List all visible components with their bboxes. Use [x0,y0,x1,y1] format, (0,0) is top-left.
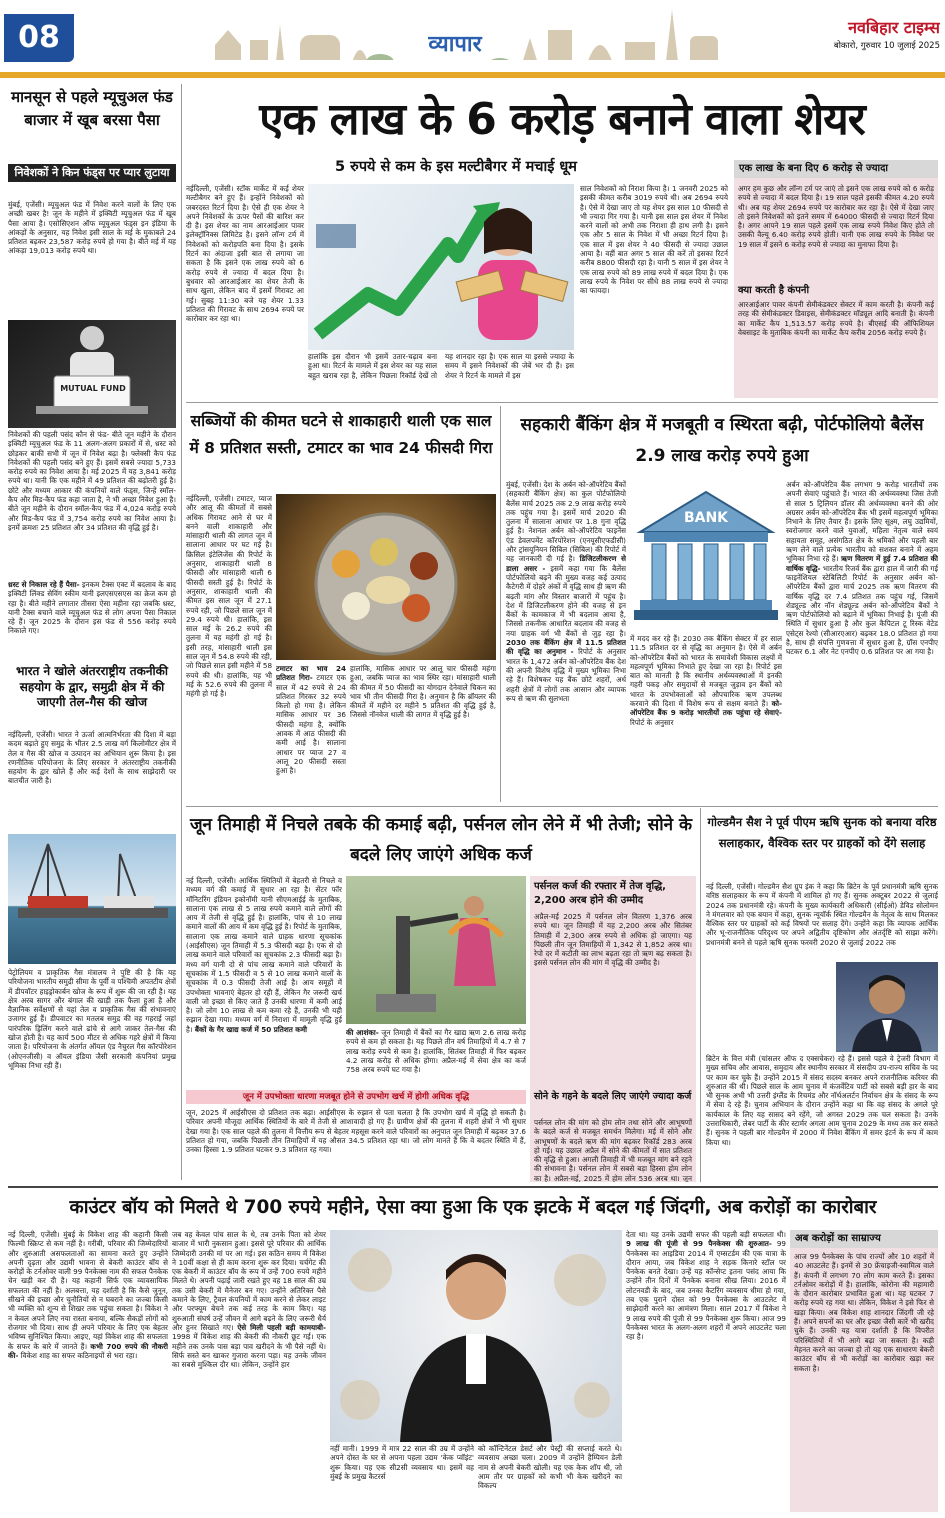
personal-loan-column-2: जून तिमाही में बैंकों का गैर खाद्य ऋण 2.6 लाख करोड़ रुपये से कम हो सकता है। यह पिछले तीन वर्ष तिमाहियों में 4.7 से 7 लाख करोड़ रुपये से कम है। हालांकि, सितंबर तिमाही में फिर बढ़कर 4.2 लाख करोड़ से अधिक होगा। अप्रैल-मई में सेवा क्षेत्र का कर्ज 758 अरब रुपये घट गया है। [346,1028,526,1075]
column-rule [500,406,501,802]
multibagger-sidebox-subhead: क्या करती है कंपनी [738,285,810,296]
bank-column-1c: रिपोर्ट के अनुसार भारत के 1,472 अर्बन को-ऑपरेटिव बैंक देश की अपनी विशेष वृद्धि में मुख्य भूमिका निभा रहे हैं। विशेषकर यह बैंक छोटे शहरों, अर्ध शहरी क्षेत्रों में लोगों तक आसान और व्यापक रूप से ऋण की सुलभता [506,647,626,703]
personal-loan-column-1-lead: बैंकों के गैर खाद्य कर्ज में 50 प्रतिशत कमी [194,1024,307,1034]
multibagger-sidebox-body: अगर हम कुछ और लॉन्ग टर्म पर जाएं तो इसने एक लाख रुपये को 6 करोड़ रुपये से ज्यादा में बदल दिया है। 19 साल पहले इसकी कीमत 4.20 रुपये थी। अब यह शेयर 2694 रुपये पर कारोबार कर रहा है। ऐसे में देखा जाए तो इसने निवेशकों को इतने समय में 64000 फीसदी से ज्यादा रिटर्न दिया है। अगर आपने 19 साल पहले इसमें एक लाख रुपये निवेश किए होते तो उसकी वैल्यू 6.40 करोड़ रुपये होती। यानी एक लाख रुपये के निवेश पर 19 साल में इसने 6 करोड़ रुपये से ज्यादा का मुनाफा दिया है। [738,184,934,249]
multibagger-sidebox-body-2: आरआईआर पावर कंपनी सेमीकंडक्टर सेक्टर में काम करती है। कंपनी कई तरह की सेमीकंडक्टर डिवाइस, सेमीकंडक्टर मॉड्यूल आदि बनाती है। कंपनी का मार्केट कैप 1,513.57 करोड़ रुपये है। बीएसई की ऑफिशियल वेबसाइट के मुताबिक कंपनी का मार्केट कैप करीब 2056 करोड़ रुपये है। [738,300,934,337]
bank-column-2-subhead: को-ऑपरेटिव बैंक 9 करोड़ भारतीयों तक पहुंचा रहे सेवाएं- [630,699,782,718]
column-rule [700,808,701,1182]
personal-loan-box-head: पर्सनल कर्ज की रफ्तार में तेज वृद्धि, 2,200 अरब होने की उम्मीद [534,881,666,906]
mutual-fund-body-1: मुंबई, एजेंसी। म्यूचुअल फंड में निवेश करने वालों के लिए एक अच्छी खबर है! जून के महीने में इक्विटी म्यूचुअल फंड में खूब पैसा आया है। एसोसिएशन ऑफ म्यूचुअल फंड्स इन इंडिया के आंकड़ों के अनुसार, यह निवेश इसी साल के मई के मुकाबले 24 प्रतिशत बढ़कर 23,587 करोड़ रुपये हो गया है। बीते मई में यह आंकड़ा 19,013 करोड़ रुपये था। [8,200,176,256]
mutual-fund-body-2: निवेशकों की पहली पसंद कौन से फंड- बीते जून महीने के दौरान इक्विटी म्यूचुअल फंड के 11 अलग-अलग प्रकारों में से, थ्रस्ट को छोड़कर बाकी सभी में जून में निवेश बढ़ा है। फ्लेक्सी कैप फंड निवेशकों की पहली पसंद बने हुए हैं। इसमें सबसे ज्यादा 5,733 करोड़ रुपये का निवेश आया है। मई 2025 में यह 3,841 करोड़ रुपये था। यानी कि एक महीने में 49 प्रतिशत की बढ़ोतरी हुई है। छोटे और मध्यम आकार की कंपनियों वाले फंड्स, जिन्हें स्मॉल-कैप और मिड-कैप फंड कहा जाता है, ने भी अच्छा निवेश हुआ है। बीते जून महीने के दौरान स्मॉल-कैप फंड में 4,024 करोड़ रुपये और मिड-कैप फंड में 3,754 करोड़ रुपये का निवेश आया है। इनमें क्रमशः 25 प्रतिशत और 34 प्रतिशत की वृद्धि हुई है। [8,430,176,532]
bank-image [630,480,782,630]
veg-thali-column-2: टमाटर एक साल में 42 रुपये से 24 प्रतिशत गिरकर 32 रुपये किलो हो गया है। लेकिन मासिक आधार पर 36 फीसदी महंगा है, क्योंकि आवक में आठ फीसदी की कमी आई है। सालाना आधार पर प्याज 27 व आलू 20 फीसदी सस्ता हुआ है। [276,673,346,776]
veg-thali-column-2-lead: टमाटर का भाव 24 प्रतिशत गिरा- [276,664,346,683]
consumer-sentiment-banner: जून में उपभोक्ता धारणा मजबूत होने से उपभोग खर्च में होगी अधिक वृद्धि [186,1090,526,1104]
woman-with-cash-and-rising-arrow-illustration [308,184,574,350]
mutual-fund-subhead: निवेशकों ने किन फंड्स पर प्यार लुटाया [8,164,176,182]
counter-boy-column-5-subhead: 9 लाख की पूंजी से 99 पैनकेक्स की शुरुआत- [626,1239,772,1249]
counter-boy-column-2: जब वह केवल पांच साल के थे, तब उनके पिता को शेयर बाजार में भारी नुकसान हुआ। इससे पूरे परिवार की आर्थिक जिम्मेदारी उनकी मां पर आ गई। इस कठिन समय में विकेश ने 10वीं कक्षा से ही काम करना शुरू कर दिया। चर्चगेट की एक बेकरी में काउंटर बॉय के रूप में उन्हें 700 रुपये महीने मिलते थे। अपनी पढ़ाई जारी रखते हुए वह 18 साल की उम्र तक उसी बेकरी में मैनेजर बन गए। उन्होंने अतिरिक्त पैसे कमाने के लिए, ट्रैवल कंपनियों में काम करने से लेकर लाइट और परफ्यूम बेचने तक कई तरह के काम किए। यह शुरुआती संघर्ष उन्हें जीवन में आगे बढ़ने के लिए जरूरी धैर्य और हुनर सिखाते गए। [172,1230,326,1332]
personal-loan-column-2-lead: की आशंका- [346,1028,379,1037]
veg-thali-headline: सब्जियों की कीमत घटने से शाकाहारी थाली एक साल में 8 प्रतिशत सस्ती, टमाटर का भाव 24 फीसदी गिरा [189,412,493,457]
consumer-sentiment-text: जून, 2025 में आईसीएस दो प्रतिशत तक बढ़ा। आईसीएस के रुझान से पता चलता है कि उपभोग खर्च में वृद्धि हो सकती है। परिवार अपनी मौजूदा आर्थिक स्थितियों के बारे में तेजी से आशावादी हो गए हैं। ग्रामीण क्षेत्रों की तुलना में शहरी क्षेत्रों ने भी सुधार देखा गया है। एक साल पहले की तुलना में वित्तीय रूप से बेहतर महसूस करने वाले परिवारों का अनुपात जून तिमाही में बढ़कर 37.6 प्रतिशत हो गया, जबकि पिछली तीन तिमाहियों में यह औसत 34.5 प्रतिशत रहा था। जो लोग मानते हैं कि वे बदतर स्थिति में हैं, उनका हिस्सा 1.9 प्रतिशत घटकर 9.3 प्रतिशत रह गया। [186,1108,526,1155]
mutual-fund-headline: मानसून से पहले म्यूचुअल फंड बाजार में खूब बरसा पैसा [11,88,173,129]
veg-thali-column-1: नईदिल्ली, एजेंसी। टमाटर, प्याज और आलू की कीमतों में सबसे अधिक गिरावट आने से घर में बनने वाली शाकाहारी और मांसाहारी थाली की लागत जून में सालाना आधार पर घट गई है। क्रिसिल इंटेलिजेंस की रिपोर्ट के अनुसार, शाकाहारी थाली 8 फीसदी और मांसाहारी थाली 6 फीसदी सस्ती हुई है। रिपोर्ट के अनुसार, शाकाहारी थाली की कीमत इस साल जून में 27.1 रुपये रही, जो पिछले साल जून में 29.4 रुपये थी। हालांकि, इस साल मई के 26.2 रुपये की तुलना में यह महंगी हो गई है। इसी तरह, मांसाहारी थाली इस साल जून में 54.8 रुपये की रही, जो पिछले साल इसी महीने में 58 रुपये की थी। हालांकि, यह भी मई के 52.6 रुपये की तुलना में महंगी हो गई है। [186,494,272,699]
multibagger-column-1: नईदिल्ली, एजेंसी। स्टॉक मार्केट में कई शेयर मल्टीबैगर बने हुए हैं। इन्होंने निवेशकों को जबरदस्त रिटर्न दिया है। ऐसे ही एक शेयर ने अपने निवेशकों के ऊपर पैसों की बारिश कर दी है। इस शेयर का नाम आरआईआर पावर इलेक्ट्रॉनिक्स लिमिटेड है। इसने लॉन्ग टर्म में निवेशकों को करोड़पति बना दिया है। इसके रिटर्न का अंदाजा इसी बात से लगाया जा सकता है कि इसने एक लाख रुपये को 6 करोड़ रुपये से ज्यादा में बदल दिया है। बुधवार को आरआईआर का शेयर तेजी के साथ खुला, लेकिन बाद में इसमें गिरावट आ गई। सुबह 11:30 बजे यह शेयर 1.33 प्रतिशत की गिरावट के साथ 2694 रुपये पर कारोबार कर रहा था। [186,184,304,324]
bank-column-1-subhead: डिजिटलीकरण से डाला असर - [506,554,626,573]
bank-column-2b: रिपोर्ट के अनुसार [630,717,674,727]
water-pump-worker-illustration [346,876,526,1024]
counter-boy-headline: काउंटर बॉय को मिलते थे 700 रुपये महीने, ऐसा क्या हुआ कि एक झटके में बदल गई जिंदगी, अब करोड़ों का कारोबार [69,1197,877,1218]
multibagger-headline: एक लाख के 6 करोड़ बनाने वाला शेयर [259,94,865,145]
vikesh-shah-photo [330,1230,622,1442]
personal-loan-headline: जून तिमाही में निचले तबके की कमाई बढ़ी, पर्सनल लोन लेने में भी तेजी; सोने के बदले लिए जाएंगे अधिक कर्ज [189,815,693,865]
bank-column-1-subhead-2: 2030 तक बैंकिंग क्षेत्र में 11.5 प्रतिशत की वृद्धि का अनुमान - [506,638,626,657]
multibagger-subhead: 5 रुपये से कम के इस मल्टीबैगर में मचाई धूम [335,159,577,175]
section-rule [186,402,938,403]
goldman-headline: गोल्डमैन सैश ने पूर्व पीएम ऋषि सुनक को बनाया वरिष्ठ सलाहकार, वैश्विक स्तर पर ग्राहकों को देंगे सलाह [707,815,937,850]
header-band [0,72,945,78]
bank-headline: सहकारी बैंकिंग क्षेत्र में मजबूती व स्थिरता बढ़ी, पोर्टफोलियो बैलेंस 2.9 लाख करोड़ रुपये हुआ [520,415,924,466]
counter-boy-column-1b: विकेश शाह का सफर कठिनाइयों से भरा रहा। [18,1350,138,1360]
empire-box-head: अब करोड़ों का साम्राज्य [790,1230,938,1248]
businessman-mutual-fund-illustration [8,320,176,428]
personal-loan-image [346,876,526,1024]
gold-loan-box [530,1088,696,1182]
multibagger-column-3: साल निवेशकों को निराश किया है। 1 जनवरी 2025 को इसकी कीमत करीब 3019 रुपये थी। अब 2694 रुपये है। ऐसे में देखा जाए तो यह शेयर इस साल 10 फीसदी से भी ज्यादा गिर गया है। यानी इस साल इस शेयर में निवेश करने वालों को अभी तक निराशा ही हाथ लगी है। इसने एक और 5 साल के निवेश में भी अच्छा रिटर्न दिया है। एक साल में इस शेयर ने 40 फीसदी से ज्यादा उछाल आया है। वहीं बात अगर 5 साल की करें तो इसका रिटर्न करीब 8800 फीसदी रहा है। यानी 5 साल में इस शेयर ने एक लाख रुपये को 89 लाख रुपये में बदल दिया है। एक लाख रुपये के निवेश पर सीधे 88 लाख रुपये से ज्यादा का फायदा। [580,184,728,296]
print-registration-strip [8,1508,938,1514]
oil-rig-image [8,834,176,964]
counter-boy-column-1: नई दिल्ली, एजेंसी। मुंबई के विकेश शाह की कहानी किसी फिल्मी स्क्रिप्ट से कम नहीं है। गरीबी, परिवार की जिम्मेदारियों और शुरुआती असफलताओं का सामना करते हुए उन्होंने अपनी दृढ़ता और उद्यमी भावना से बेकरी काउंटर बॉय से करोड़ों के टर्नओवर वाली 99 पैनकेक्स नाम की सफल पैनकेक चेन खड़ी कर दी है। यह कहानी सिर्फ एक व्यावसायिक सफलता की नहीं है। अलबत्ता, यह दर्शाती है कि कैसे जुनून, सीखने की इच्छा और चुनौतियों से न घबराने का जज्बा किसी भी व्यक्ति को शून्य से शिखर तक पहुंचा सकता है। विकेश ने न केवल अपने लिए नया रास्ता बनाया, बल्कि सैकड़ों लोगों को रोजगार भी दिया। साथ ही अपने परिवार के लिए एक बेहतर भविष्य सुनिश्चित किया। आइए, यहां विकेश शाह की सफलता के सफर के बारे में जानते हैं। [8,1230,168,1351]
bank-column-1: मुंबई, एजेंसी। देश के अर्बन को-ऑपरेटिव बैंकों (सहकारी बैंकिंग क्षेत्र) का कुल पोर्टफोलियो बैलेंस मार्च 2025 तक 2.9 लाख करोड़ रुपये तक पहुंच गया है। इसमें मार्च 2020 की तुलना में सालाना आधार पर 1.8 गुना वृद्धि हुई है। नेशनल अर्बन को-ऑपरेटिव फाइनेंस एंड डेवलपमेंट कॉरपोरेशन (एनयूसीएफडीसी) और ट्रांसयूनियन सिबिल (सिबिल) की रिपोर्ट में यह जानकारी दी गई है। [506,480,626,564]
bank-column-3b: भारतीय रिजर्व बैंक द्वारा हाल में जारी की गई फाइनेंशियल स्टेबिलिटी रिपोर्ट के अनुसार अर्बन को-ऑपरेटिव बैंकों द्वारा मार्च 2025 तक ऋण वितरण की वार्षिक वृद्धि दर 7.4 प्रतिशत तक पहुंच गई, जिसमें शेड्यूल्ड और नॉन शेड्यूल्ड अर्बन को-ऑपरेटिव बैंकों ने ऋण पोर्टफोलियो को बढ़ाने में भूमिका निभाई है। पूंजी की स्थिति में सुधार हुआ है और कुल कैपिटल टू रिस्क वेटेड एसेट्स रेश्यो (सीआरएआर) बढ़कर 18.0 प्रतिशत हो गया है, साथ ही संपत्ति गुणवत्ता में सुधार हुआ है, ग्रॉस एनपीए घटकर 6.1 और नेट एनपीए 0.6 प्रतिशत पर आ गया है। [786,563,938,657]
goldman-body-2: ब्रिटेन के वित्त मंत्री (चांसलर ऑफ द एक्सचेकर) रहे हैं। इससे पहले वे ट्रेजरी विभाग में मुख्य सचिव और आवास, समुदाय और स्थानीय सरकार में संसदीय उप-राज्य सचिव के पद पर काम कर चुके हैं। उन्होंने 2015 में संसद सदस्य बनकर अपने राजनीतिक करियर की शुरुआत की थी। पिछले साल के आम चुनाव में कंजर्वेटिव पार्टी को सबसे बड़ी हार के बाद भी सुनक अभी भी उत्तरी इंग्लैंड के रिचमंड और नॉर्थअलर्टन निर्वाचन क्षेत्र के संसद के रूप में सेवा दे रहे हैं। चुनाव अभियान के दौरान उन्होंने कहा था कि वह संसद के अगले पूरे कार्यकाल के लिए यह सासद बने रहेंगे, जो अगस्त 2029 तक चल सकता है। उनके उत्तराधिकारी, लेबर पार्टी के कीर स्टार्मर अगला आम चुनाव 2029 के मध्य तक कर सकते हैं। सुनक ने पहली बार गोल्डमैन में 2000 में निवेश बैंकिंग में समर इंटर्न के रूप में काम किया था। [706,1054,938,1147]
veg-thali-image [276,494,496,660]
bank-column-2: में मदद कर रहे हैं। 2030 तक बैंकिंग सेक्टर में हर साल 11.5 प्रतिशत दर से वृद्धि का अनुमान है। ऐसे में अर्बन को-ऑपरेटिव बैंकों को भारत के समावेशी विकास लक्ष्यों में महत्वपूर्ण भूमिका निभाते हुए देखा जा रहा है। रिपोर्ट इस बात को मानती है कि स्थानीय अर्थव्यवस्थाओं में इनकी गहरी पकड़ और समुदायों से मजबूत जुड़ाव इन बैंकों को भारत के उपभोक्ताओं को औपचारिक ऋण उपलब्ध करवाने की दिशा में विशेष रूप से सक्षम बनाते हैं। [630,634,782,709]
section-title: व्यापार [428,32,482,57]
counter-boy-column-1-subhead: कभी 700 रुपये की नौकरी की- [8,1341,168,1360]
bank-column-3: अर्बन को-ऑपरेटिव बैंक लगभग 9 करोड़ भारतीयों तक अपनी सेवाएं पहुंचाते हैं। भारत की अर्थव्यवस्था जिस तेजी से साल 5 ट्रिलियन डॉलर की अर्थव्यवस्था बनने की ओर अग्रसर अर्बन को-ऑपरेटिव बैंक भी इसमें महत्वपूर्ण भूमिका निभाने के लिए तैयार हैं। इसके लिए सूक्ष्म, लघु उद्यमियों, स्वरोजगार करने वाले युवाओं, महिला नेतृत्व वाले स्वयं सहायता समूह, असंगठित क्षेत्र के श्रमिकों और पहली बार ऋण लेने वाले प्रत्येक भारतीय को सशक्त बनाने में अहम भूमिका निभा रहे हैं। [786,480,938,564]
mutual-fund-image-text: MUTUAL FUND [60,384,126,393]
oil-gas-headline: भारत ने खोले अंतरराष्ट्रीय तकनीकी सहयोग के द्वार, समुद्री क्षेत्र में की जाएगी तेल-गैस की खोज [16,664,168,709]
multibagger-sidebox [734,160,938,398]
counter-boy-column-4: को कॉन्टिनेंटल डेसर्ट और पेस्ट्री की सप्लाई करते थे। व्यवसाय अच्छा चला। 2009 में उन्होंने हैम्पियन डेली नाम से अपनी बेकरी खोली। यह एक केक शॉप थी, जो आम तौर पर ग्राहकों को कभी भी केक खरीदने का विकल्प [478,1444,622,1491]
column-rule [181,84,182,1180]
thali-plate-illustration [276,494,496,660]
rishi-sunak-photo [836,962,938,1052]
oil-gas-body-2: पेट्रोलियम व प्राकृतिक गैस मंत्रालय ने पुष्टि की है कि यह परियोजना भारतीय समुद्री सीमा के पूर्वी व पश्चिमी अपतटीय क्षेत्रों में डीपवॉटर हाइड्रोकार्बन खोज के रूप में शुरू की जा रही है। यह क्षेत्र अरब सागर और बंगाल की खाड़ी तक फैला हुआ है और वैज्ञानिक सर्वेक्षणों से यहां तेल व प्राकृतिक गैस की संभावनाएं उजागर हुई हैं। डीपवाटर का मतलब समुद्र की वह गहराई जहां पारंपरिक ड्रिलिंग करने वाले ढांचे से आगे जाकर तेल-गैस की खोज होती है। यह कार्य 500 मीटर से अधिक गहरे क्षेत्रों में किया जाता है। परियोजना के अंतर्गत ऑयल एंड नैचुरल गैस कॉरपोरेशन (ओएनजीसी) व ऑयल इंडिया जैसी सरकारी कंपनियां प्रमुख भूमिका निभा रही हैं। [8,968,176,1070]
counter-boy-column-2b: 1998 में विकेश शाह की बेकरी की नौकरी छूट गई। एक महीने तक उनके पास बड़ा पाव खरीदने के भी पैसे नहीं थे। सिर्फ सस्ते बन खाकर गुजारा करना पड़ा। यह उनके जीवन का सबसे मुश्किल दौर था। लेकिन, उन्होंने हार [172,1332,326,1370]
bank-column-3-subhead: ऋण वितरण में हुई 7.4 प्रतिशत की वार्षिक वृद्धि- [786,554,938,573]
mutual-fund-body-3: इनकम टैक्स एक्ट में बदलाव के बाद इक्विटी लिंक्ड सेविंग स्कीम यानी इलएसएसएस का क्रेज कम हो रहा है। बीते महीने लगातार तीसरा ऐसा महीना रहा जबकि थ्रस्ट, यानी टैक्स बचाने वाले म्यूचुअल फंड से लोग अपना पैसा निकाल रहे हैं। जून 2025 के दौरान इस फंड से 556 करोड़ रुपये निकाले गए। [8,580,176,636]
multibagger-sidebox-head: एक लाख के बना दिए 6 करोड़ से ज्यादा [734,160,938,178]
portrait-illustration [836,962,938,1052]
empire-box [790,1230,938,1512]
personal-loan-column-1: नई दिल्ली, एजेंसी। आर्थिक स्थितियों में बेहतरी से निचले व मध्यम वर्ग की कमाई में सुधार आ रहा है। सेंटर फॉर मॉनिटरिंग इंडियन इकोनॉमी यानी सीएमआईई के मुताबिक, सालाना एक लाख से 5 लाख रुपये कमाने वाले लोगों की आय में तेजी से वृद्धि हुई है। हालांकि, पांच से 10 लाख कमाने वालों की आय में कम वृद्धि हुई है। रिपोर्ट के मुताबिक, सालाना एक लाख कमाने वाले ग्राहक धारणा सूचकांक (आईसीएस) जून तिमाही में 5.3 फीसदी बढ़ा है। एक से दो लाख कमाने वाले परिवारों का सूचकांक 2.3 फीसदी बढ़ा है। मध्य वर्ग यानी दो से पांच लाख कमाने वाले परिवारों के सूचकांक में 1.5 फीसदी व 5 से 10 लाख कमाने वालों के सूचकांक में 0.3 फीसदी तेजी आई है। आय समूहों में उपभोक्ता भावनाएं बेहतर हो रही हैं, लेकिन गैर जरूरी खर्च वाली जो इच्छा से किए जाते हैं उनकी धारणा में कमी आई है। जो लोग 10 लाख से कम कमा रहे हैं, उनकी भी यही रुझान देखा गया। मध्यम वर्ग में निराशा में मामूली वृद्धि हुई है। [186,876,342,1034]
bank-column-1b: इसमें कहा गया कि बैलेंस पोर्टफोलियो बढ़ने की मुख्य वजह कई उत्पाद कैटेगरी में दोहरे अंकों में वृद्धि साथ ही ऋण की बढ़ती मांग और विस्तार बाजारों में पहुंच है। देश में डिजिटलीकरण होने की वजह से इन बैंकों के कामकाज में भी बदलाव आया है, जिससे तकनीक आधारित बदलाव की वजह से नया ग्राहक वर्ग भी बैंकों से जुड़ रहा है। [506,563,626,638]
mutual-fund-image [8,320,176,428]
section-rule [8,1186,938,1188]
bank-building-illustration [630,480,782,630]
newspaper-brand: नवबिहार टाइम्स [848,18,940,37]
counter-boy-column-2-subhead: ऐसे मिली पहली बड़ी कामयाबी- [237,1322,326,1332]
personal-loan-box-body: अप्रैल-मई 2025 में पर्सनल लोन वितरण 1,376 अरब रुपये था। जून तिमाही में यह 2,200 अरब और सितंबर तिमाही में 2,300 अरब रुपये से अधिक हो जाएगा। यह पिछली तीन जून तिमाहियों में 1,342 से 1,852 अरब था। रेपो दर में कटौती का लाभ बढ़ता रहा तो ऋण बढ़ सकता है। इससे पर्सनल लोन की मांग में वृद्धि की उम्मीद है। [534,912,692,968]
counter-boy-column-5b: 99 पैनकेक्स का आइडिया 2014 में एम्सटर्डम की एक यात्रा के दौरान आया, जब विकेश शाह ने सड़क किनारे स्टॉल पर पैनकेक बनते देखा। उन्हें यह कॉन्सेप्ट इतना पसंद आया कि उन्होंने तीन दिनों में पैनकेक बनाना सीख लिया। 2016 में लोटनवडी के बाद, जब उनका कैटरिंग व्यवसाय धीमा हो गया, तब एक पुराने दोस्त को 99 पैनकेक्स के आउटलेट में साझेदारी करने का आमंत्रण मिला। साल 2017 में विकेश ने 9 लाख रुपये की पूंजी से 99 पैनकेक्स शुरू किया। आज 99 पैनकेक्स भारत के अलग-अलग शहरों में अपने आउटलेट चला रहा है। [626,1239,786,1342]
goldman-body-1: नई दिल्ली, एजेंसी। गोल्डमैन सैश ग्रुप इंक ने कहा कि ब्रिटेन के पूर्व प्रधानमंत्री ऋषि सुनक वरिष्ठ सलाहकार के रूप में कंपनी में शामिल हो गए हैं। सुनक अक्टूबर 2022 से जुलाई 2024 तक प्रधानमंत्री रहे। कंपनी के मुख्य कार्यकारी अधिकारी (सीईओ) डेविड सोलोमन ने मंगलवार को एक बयान में कहा, सुनक न्यूयॉर्क स्थित गोल्डमैन के नेतृत्व के साथ मिलकर वैश्विक स्तर पर ग्राहकों को कई विषयों पर सलाह देंगे। उन्होंने कहा कि व्यापक आर्थिक और भू-राजनीतिक परिदृश्य पर अपने अद्वितीय दृष्टिकोण और अंतर्दृष्टि को साझा करेंगे। प्रधानमंत्री बनने से पहले ऋषि सुनक फरवरी 2020 से जुलाई 2022 तक [706,882,938,947]
dateline: बोकारो, गुरुवार 10 जुलाई 2025 [833,41,940,51]
chef-portrait-illustration [330,1230,622,1442]
counter-boy-column-3: नहीं मानी। 1999 में मात्र 22 साल की उम्र में उन्होंने अपने दोस्त के घर से अपना पहला उद्यम 'केक प्वॉइंट' शुरू किया। यह एक सी2सी व्यवसाय था। इसमें वह मुंबई के प्रमुख कैटरर्स [330,1444,474,1481]
mutual-fund-body-3-lead: थ्रस्ट से निकाल रहे हैं पैसा- [8,580,80,589]
multibagger-image [308,184,574,350]
gold-loan-box-body: पर्सनल लोन की मांग को होम लोन तथा सोने और आभूषणों के बदले कर्ज से मजबूत समर्थन मिलेगा। मई में सोने और आभूषणों के बदले ऋण की मांग बढ़कर रिकॉर्ड 283 अरब हो गई। यह उछाल अप्रैल में सोने की कीमतों में सात प्रतिशत की वृद्धि से हुआ। अगली तिमाही में भी मजबूत मांग बने रहने की संभावना है। पर्सनल लोन में सबसे बड़ा हिस्सा होम लोन का है। अप्रैल-मई, 2025 में होम लोन 536 अरब था। जून [534,1118,692,1182]
empire-box-body: आज 99 पैनकेक्स के पांच राज्यों और 10 शहरों में 40 आउटलेट हैं। इनमें से 30 फ्रेंचाइजी-स्वामित्व वाले हैं। कंपनी में लगभग 70 लोग काम करते हैं। इसका टर्नओवर करोड़ों में है। हालांकि, कोरोना की महामारी के दौरान कारोबार प्रभावित हुआ था। यह घटकर 7 करोड़ रुपये रह गया था। लेकिन, विकेश ने इसे फिर से खड़ा किया। अब विकेश शाह शानदार जिंदगी जी रहे हैं। अपने सपनों का घर और इच्छा जैसी कारें भी खरीद चुके हैं। उनकी यह यात्रा दर्शाती है कि विपरीत परिस्थितियों में भी आगे बढ़ा जा सकता है। कड़ी मेहनत करने का जज्बा हो तो यह एक साधारण बेकरी काउंटर बॉय से भी करोड़ों का कारोबार खड़ा कर सकता है। [794,1252,934,1373]
multibagger-column-2: हालांकि इस दौरान भी इसमें उतार-चढ़ाव बना हुआ था। रिटर्न के मामले में इस शेयर का यह साल बहुत खराब रहा है, लेकिन पिछला रिकॉर्ड देखें तो यह शानदार रहा है। एक साल या इससे ज्यादा के समय में इसने निवेशकों की जेबें भर दी हैं। इस शेयर ने रिटर्न के मामले में इस [308,352,574,380]
section-rule [186,806,938,807]
veg-thali-column-3: हालांकि, मासिक आधार पर आलू चार फीसदी महंगा हुआ, जबकि प्याज का भाव स्थिर रहा। मांसाहारी थाली की कीमत में 50 फीसदी का योगदान देनेवाले चिकन का भाव भी तीन फीसदी गिरा है। अनुमान है कि ब्रॉयलर की कीमतें में महीने दर महीने 5 प्रतिशत की वृद्धि हुई है, जिससे नॉनवेज थाली की लागत में वृद्धि हुई है। [350,664,496,720]
page-number: 08 [4,14,74,62]
gold-loan-box-head: सोने के गहने के बदले लिए जाएंगे ज्यादा कर्ज [534,1091,692,1102]
bank-image-text: BANK [683,510,729,526]
counter-boy-column-5: देता था। यह उनके उद्यमी सफर की पहली बड़ी सफलता थी। [626,1230,786,1239]
personal-loan-box [530,876,696,1088]
offshore-rig-illustration [8,834,176,964]
oil-gas-body-1: नईदिल्ली, एजेंसी। भारत ने ऊर्जा आत्मनिर्भरता की दिशा में बड़ा कदम बढ़ाते हुए समुद्र के भीतर 2.5 लाख वर्ग किलोमीटर क्षेत्र में तेल व गैस की खोज व उत्पादन का अभियान शुरू किया है। इस रणनीतिक परियोजना के लिए सरकार ने अंतरराष्ट्रीय तकनीकी सहयोग के द्वार खोले हैं और कई देशों के साथ साझेदारी पर बातचीत जारी है। [8,730,176,786]
